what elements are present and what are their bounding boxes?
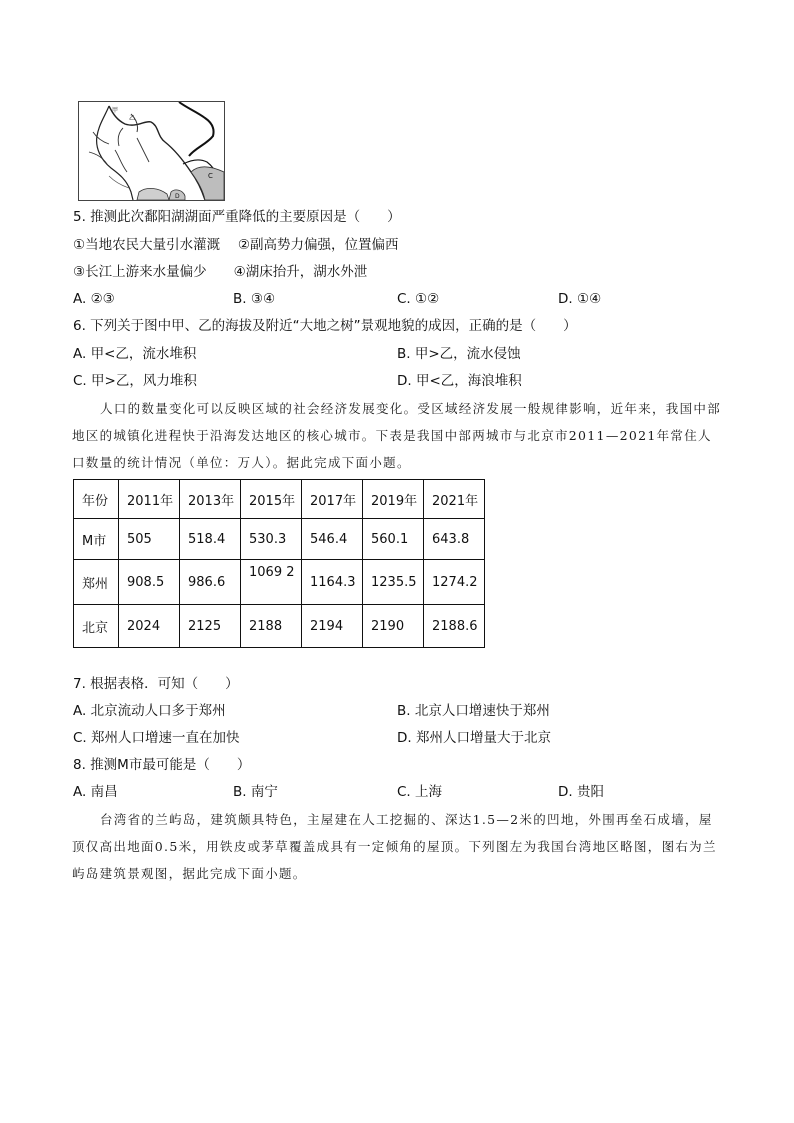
table-row: [74, 519, 485, 560]
table-cell: 986.6: [180, 560, 241, 605]
lake-map-figure: [78, 101, 225, 201]
table-header-cell: 2017年: [302, 480, 363, 519]
table-cell: 518.4: [180, 519, 241, 560]
table-header-cell: 2013年: [180, 480, 241, 519]
table-cell-value: 1069 2: [249, 564, 295, 580]
table-cell: 643.8: [424, 519, 485, 560]
table-cell: 2194: [302, 605, 363, 648]
table-cell: 2125: [180, 605, 241, 648]
q7-option-d[interactable]: D. 郑州人口增量大于北京: [397, 730, 551, 746]
q5-option-a[interactable]: A. ②③: [73, 291, 115, 307]
table-cell: 2188: [241, 605, 302, 648]
table-header-cell: 2021年: [424, 480, 485, 519]
table-cell: 1164.3: [302, 560, 363, 605]
q8-option-c[interactable]: C. 上海: [397, 784, 443, 800]
table-cell: 郑州: [74, 560, 119, 605]
map-label-d: D: [175, 193, 180, 200]
map-label-jia: 甲: [112, 107, 119, 114]
map-label-c: C: [208, 172, 213, 180]
table-cell: [241, 560, 302, 605]
q8-option-a[interactable]: A. 南昌: [73, 784, 118, 800]
table-cell: 505: [119, 519, 180, 560]
table-row: [74, 605, 485, 648]
q6-option-d[interactable]: D. 甲<乙，海浪堆积: [397, 373, 522, 389]
table-header-cell: 2015年: [241, 480, 302, 519]
table-header-cell: 2011年: [119, 480, 180, 519]
q6-option-c[interactable]: C. 甲>乙，风力堆积: [73, 373, 197, 389]
table-cell: 530.3: [241, 519, 302, 560]
map-label-yi: 乙: [129, 115, 136, 122]
table-cell: 2190: [363, 605, 424, 648]
table-header-row: [74, 480, 485, 519]
population-passage: 人口的数量变化可以反映区域的社会经济发展变化。受区域经济发展一般规律影响，近年来，我国中部地区的城镇化进程快于沿海发达地区的核心城市。下表是我国中部两城市与北京市2011—2021年常住人口数量的统计情况（单位：万人）。据此完成下面小题。: [72, 401, 722, 470]
q7-option-c[interactable]: C. 郑州人口增速一直在加快: [73, 730, 240, 746]
table-cell: 北京: [74, 605, 119, 648]
table-cell: 2024: [119, 605, 180, 648]
q6-option-b[interactable]: B. 甲>乙，流水侵蚀: [397, 346, 521, 362]
q5-statements-line1: ①当地农民大量引水灌溉 ②副高势力偏强，位置偏西: [73, 237, 399, 253]
population-table: [73, 479, 485, 648]
q7-option-b[interactable]: B. 北京人口增速快于郑州: [397, 703, 550, 719]
q6-stem: 6. 下列关于图中甲、乙的海拔及附近“大地之树”景观地貌的成因，正确的是（ ）: [73, 318, 577, 334]
table-cell: 908.5: [119, 560, 180, 605]
q8-option-d[interactable]: D. 贵阳: [558, 784, 604, 800]
table-header-cell: 年份: [74, 480, 119, 519]
table-cell: 2188.6: [424, 605, 485, 648]
table-cell: 1274.2: [424, 560, 485, 605]
q5-stem: 5. 推测此次鄱阳湖湖面严重降低的主要原因是（ ）: [73, 209, 401, 225]
q7-stem: 7. 根据表格．可知（ ）: [73, 676, 239, 692]
lanyu-passage: 台湾省的兰屿岛，建筑颇具特色，主屋建在人工挖掘的、深达1.5—2米的凹地，外围再垒石成墙，屋顶仅高出地面0.5米，用铁皮或茅草覆盖成具有一定倾角的屋顶。下列图左为我国台湾地区略图，图右为兰屿岛建筑景观图，据此完成下面小题。: [72, 812, 717, 881]
q8-stem: 8. 推测M市最可能是（ ）: [73, 757, 251, 773]
q5-statements-line2: ③长江上游来水量偏少 ④湖床抬升，湖水外泄: [73, 264, 368, 280]
q7-option-a[interactable]: A. 北京流动人口多于郑州: [73, 703, 226, 719]
q5-option-c[interactable]: C. ①②: [397, 291, 440, 307]
table-cell: 546.4: [302, 519, 363, 560]
q5-option-b[interactable]: B. ③④: [233, 291, 276, 307]
table-cell: 1235.5: [363, 560, 424, 605]
table-header-cell: 2019年: [363, 480, 424, 519]
q8-option-b[interactable]: B. 南宁: [233, 784, 278, 800]
table-cell: M市: [74, 519, 119, 560]
q5-option-d[interactable]: D. ①④: [558, 291, 602, 307]
table-cell: 560.1: [363, 519, 424, 560]
table-row: [74, 560, 485, 605]
q6-option-a[interactable]: A. 甲<乙，流水堆积: [73, 346, 197, 362]
